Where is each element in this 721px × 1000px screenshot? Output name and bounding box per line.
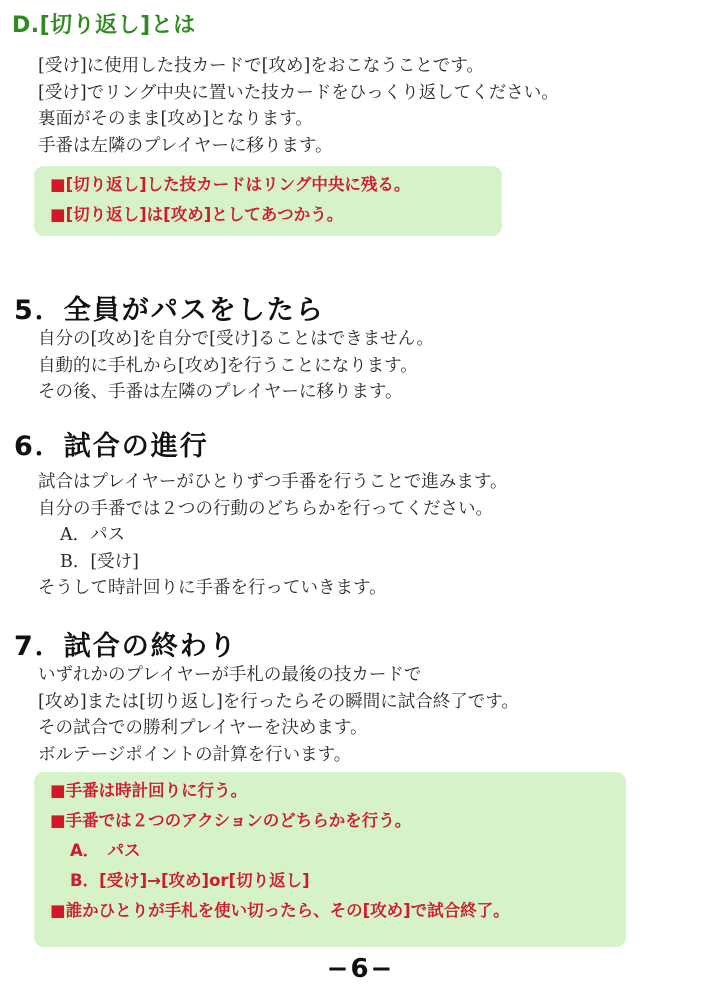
section-7-note-box — [34, 772, 626, 947]
text-line: 自分の手番では２つの行動のどちらかを行ってください。 — [38, 498, 493, 519]
text-line: 裏面がそのまま[攻め]となります。 — [38, 109, 313, 129]
text-line: 手番は左隣のプレイヤーに移ります。 — [38, 135, 333, 156]
section-6-text — [38, 469, 508, 602]
text-line: [受け]でリング中央に置いた技カードをひっくり返してください。 — [38, 82, 559, 103]
section-7-heading: 7．試合の終わり — [14, 631, 238, 662]
note-item: ■手番では２つのアクションのどちらかを行う。 — [50, 811, 412, 830]
note-item: ■誰かひとりが手札を使い切ったら、その[攻め]で試合終了。 — [50, 901, 510, 920]
section-6-heading: 6．試合の進行 — [14, 431, 209, 462]
note-item: ■[切り返し]は[攻め]としてあつかう。 — [50, 205, 344, 224]
section-d-note-box — [34, 166, 502, 236]
section-5-text — [38, 326, 434, 406]
option-line: A．パス — [60, 525, 126, 545]
text-line: その後、手番は左隣のプレイヤーに移ります。 — [38, 382, 403, 402]
note-item: ■手番は時計回りに行う。 — [50, 781, 248, 800]
text-line: 試合はプレイヤーがひとりずつ手番を行うことで進みます。 — [38, 472, 508, 492]
note-option: B．[受け]→[攻め]or[切り返し] — [70, 871, 310, 890]
option-line: B．[受け] — [60, 551, 140, 572]
text-line: [攻め]または[切り返し]を行ったらその瞬間に試合終了です。 — [38, 691, 519, 712]
note-option: A． パス — [70, 841, 141, 860]
text-line: いずれかのプレイヤーが手札の最後の技カードで — [38, 665, 422, 685]
text-line: ボルテージポイントの計算を行います。 — [38, 744, 352, 765]
text-line: そうして時計回りに手番を行っていきます。 — [38, 578, 387, 598]
text-line: [受け]に使用した技カードで[攻め]をおこなうことです。 — [38, 56, 484, 76]
text-line: その試合での勝利プレイヤーを決めます。 — [38, 718, 368, 738]
section-5-heading: 5．全員がパスをしたら — [14, 295, 325, 326]
section-d-text — [38, 53, 559, 159]
section-d-heading: D.[切り返し]とは — [12, 13, 196, 38]
text-line: 自動的に手札から[攻め]を行うことになります。 — [38, 355, 418, 376]
page-number: −6− — [326, 954, 395, 984]
section-7-text — [38, 662, 519, 768]
text-line: 自分の[攻め]を自分で[受け]ることはできません。 — [38, 329, 434, 349]
note-item: ■[切り返し]した技カードはリング中央に残る。 — [50, 175, 411, 194]
